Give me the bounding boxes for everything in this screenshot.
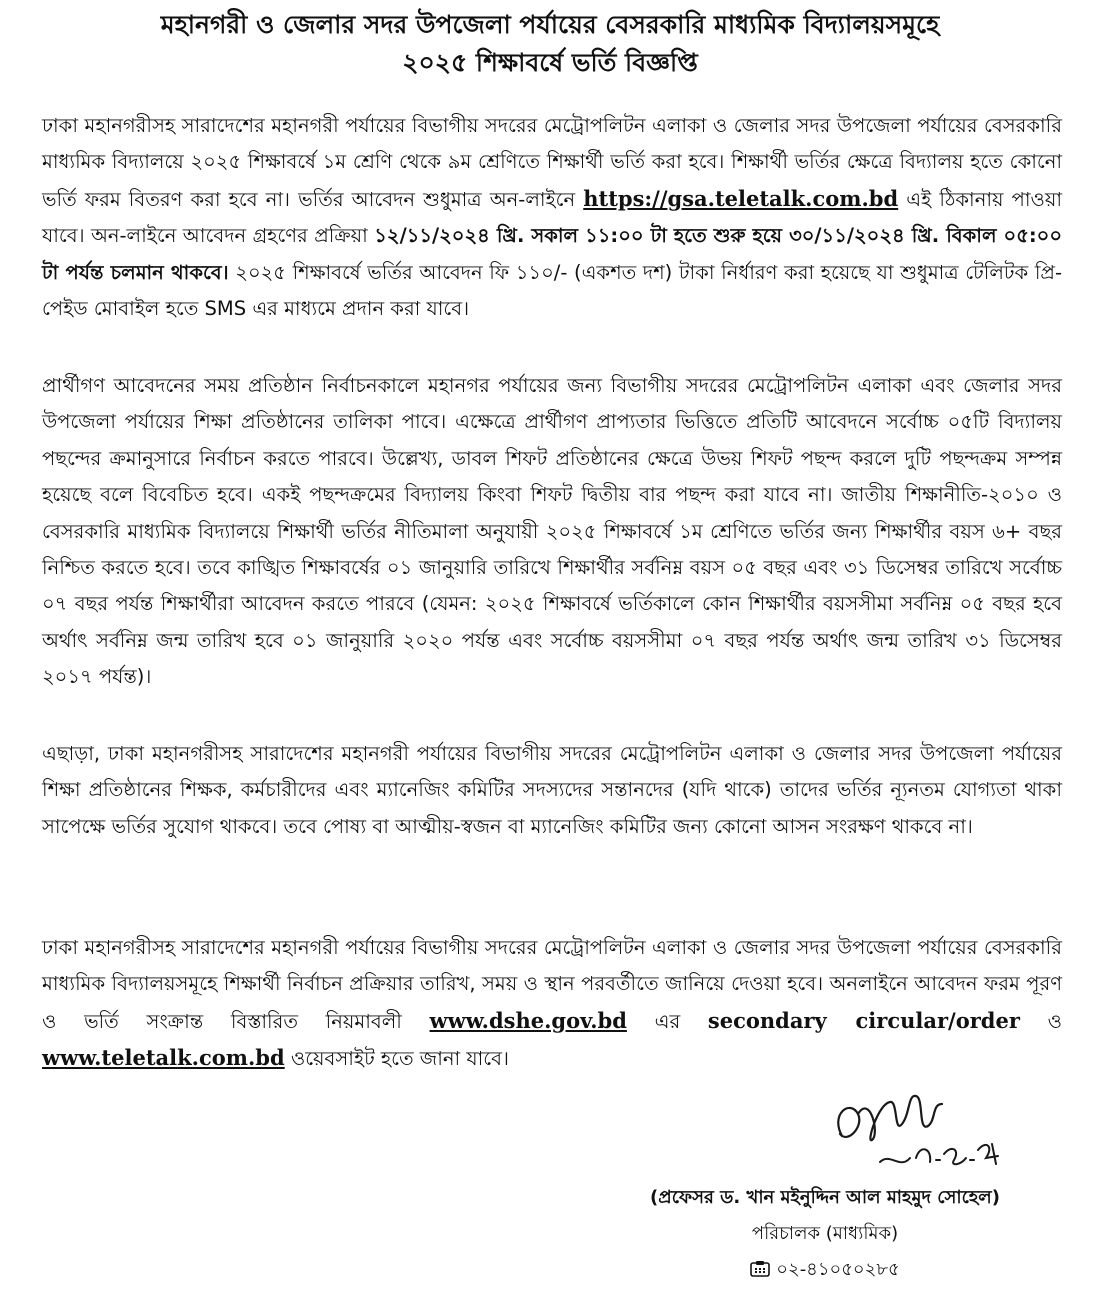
paragraph-text: এছাড়া, ঢাকা মহানগরীসহ সারাদেশের মহানগরী পর্যায়ের বিভাগীয় সদরের মেট্রোপলিটন এলাকা ও জেলার সদর উপজেলা পর্যায়ের শিক্ষা প্রতিষ্ঠানের শিক্ষক, কর্মচারীদের এবং ম্যানেজিং কমিটির সদস্যদের সন্তানদের (যদি থাকে) তাদের ভর্তির ন্যূনতম যোগ্যতা থাকা সাপেক্ষে ভর্তির সুযোগ থাকবে। তবে পোষ্য বা আত্মীয়-স্বজন বা ম্যানেজিং কমিটির জন্য কোনো আসন সংরক্ষণ থাকবে না। [42, 742, 1062, 838]
paragraph-text: ও [1019, 1009, 1062, 1033]
paragraph-text: প্রার্থীগণ আবেদনের সময় প্রতিষ্ঠান নির্বাচনকালে মহানগর পর্যায়ের জন্য বিভাগীয় সদরের মেট্রোপলিটন এলাকা এবং জেলার সদর উপজেলা পর্যায়ের শিক্ষা প্রতিষ্ঠানের তালিকা পাবে। এক্ষেত্রে প্রার্থীগণ প্রাপ্যতার ভিত্তিতে প্রতিটি আবেদনে সর্বোচ্চ ০৫টি বিদ্যালয় পছন্দের ক্রমানুসারে নির্বাচন করতে পারবে। উল্লেখ্য, ডাবল শিফট প্রতিষ্ঠানের ক্ষেত্রে উভয় শিফট পছন্দ করলে দুটি পছন্দক্রম সম্পন্ন হয়েছে বলে বিবেচিত হবে। একই পছন্দক্রমের বিদ্যালয় কিংবা শিফট দ্বিতীয় বার পছন্দ করা যাবে না। জাতীয় শিক্ষানীতি-২০১০ ও বেসরকারি মাধ্যমিক বিদ্যালয়ে শিক্ষার্থী ভর্তির নীতিমালা অনুযায়ী ২০২৫ শিক্ষাবর্ষে ১ম শ্রেণিতে ভর্তির জন্য শিক্ষার্থীর বয়স ৬+ বছর নিশ্চিত করতে হবে। তবে কাঙ্খিত শিক্ষাবর্ষের ০১ জানুয়ারি তারিখে শিক্ষার্থীর সর্বনিম্ন বয়স ০৫ বছর এবং ৩১ ডিসেম্বর তারিখে সর্বোচ্চ ০৭ বছর পর্যন্ত শিক্ষার্থীরা আবেদন করতে পারবে (যেমন: ২০২৫ শিক্ষাবর্ষে ভর্তিকালে কোন শিক্ষার্থীর বয়সসীমা সর্বনিম্ন ০৫ বছর হবে অর্থাৎ সর্বনিম্ন জন্ম তারিখ হবে ০১ জানুয়ারি ২০২০ পর্যন্ত এবং সর্বোচ্চ বয়সসীমা ০৭ বছর পর্যন্ত অর্থাৎ জন্ম তারিখ ৩১ ডিসেম্বর ২০১৭ পর্যন্ত)। [42, 374, 1062, 689]
paragraph-text: এর মাধ্যমে প্রদান করা যাবে। [246, 297, 470, 321]
phone-number: ০২-৪১০৫০২৮৫ [776, 1259, 900, 1280]
signatory-phone [610, 1256, 1040, 1284]
signatory-name: (প্রফেসর ড. খান মইনুদ্দিন আল মাহমুদ সোহেল) [650, 1187, 1000, 1208]
signatory-designation: পরিচালক (মাধ্যমিক) [751, 1223, 899, 1244]
paragraph-text: ঢাকা মহানগরীসহ সারাদেশের মহানগরী পর্যায়ের বিভাগীয় সদরের মেট্রোপলিটন এলাকা ও জেলার সদর উপজেলা পর্যায়ের বেসরকারি মাধ্যমিক বিদ্যালয়সমূহে শিক্ষার্থী নির্বাচন প্রক্রিয়ার তারিখ, সময় ও স্থান পরবর্তীতে জানিয়ে দেওয়া হবে। অনলাইনে আবেদন ফরম পূরণ ও ভর্তি সংক্রান্ত বিস্তারিত নিয়মাবলী [42, 936, 1062, 1033]
paragraph-selection-rules [42, 368, 1062, 728]
paragraph-text: ২০২৫ শিক্ষাবর্ষে ভর্তির আবেদন ফি ১১০/- (একশত দশ) টাকা নির্ধারণ করা হয়েছে যা শুধুমাত্র টেলিটক প্রি-পেইড মোবাইল হতে [42, 260, 1062, 321]
notice-title-line2: ২০২৫ শিক্ষাবর্ষে ভর্তি বিজ্ঞপ্তি [402, 48, 698, 77]
paragraph-text: এই ঠিকানায় পাওয়া যাবে। অন-লাইনে আবেদন গ্রহণের প্রক্রিয়া [42, 187, 1062, 248]
paragraph-staff-quota [42, 736, 1062, 886]
telephone-icon [750, 1260, 770, 1278]
secondary-circular-text: secondary circular/order [707, 1007, 1020, 1033]
application-dates: ১২/১১/২০২৪ খ্রি. সকাল ১১:০০ টা হতে শুরু হয়ে ৩০/১১/২০২৪ খ্রি. বিকাল ০৫:০০ টা পর্যন্ত চলমান থাকবে। [42, 224, 1063, 284]
sms-text: SMS [204, 297, 247, 321]
dshe-link[interactable]: www.dshe.gov.bd [429, 1007, 627, 1033]
paragraph-text: ওয়েবসাইট হতে জানা যাবে। [284, 1047, 509, 1071]
notice-title-line1: মহানগরী ও জেলার সদর উপজেলা পর্যায়ের বেসরকারি মাধ্যমিক বিদ্যালয়সমূহে [160, 10, 940, 39]
paragraph-text: এর [626, 1009, 708, 1033]
paragraph-further-info [42, 930, 1062, 1071]
handwritten-signature [820, 1074, 1020, 1184]
paragraph-application-info [42, 108, 1062, 363]
paragraph-text: ঢাকা মহানগরীসহ সারাদেশের মহানগরী পর্যায়ের বিভাগীয় সদরের মেট্রোপলিটন এলাকা ও জেলার সদর উপজেলা পর্যায়ের বেসরকারি মাধ্যমিক বিদ্যালয়ে ২০২৫ শিক্ষাবর্ষে ১ম শ্রেণি থেকে ৯ম শ্রেণিতে শিক্ষার্থী ভর্তি করা হবে। শিক্ষার্থী ভর্তির ক্ষেত্রে বিদ্যালয় হতে কোনো ভর্তি ফরম বিতরণ করা হবে না। ভর্তির আবেদন শুধুমাত্র অন-লাইনে [42, 114, 1062, 211]
teletalk-link[interactable]: www.teletalk.com.bd [42, 1045, 285, 1071]
gsa-teletalk-link[interactable]: https://gsa.teletalk.com.bd [583, 185, 899, 211]
